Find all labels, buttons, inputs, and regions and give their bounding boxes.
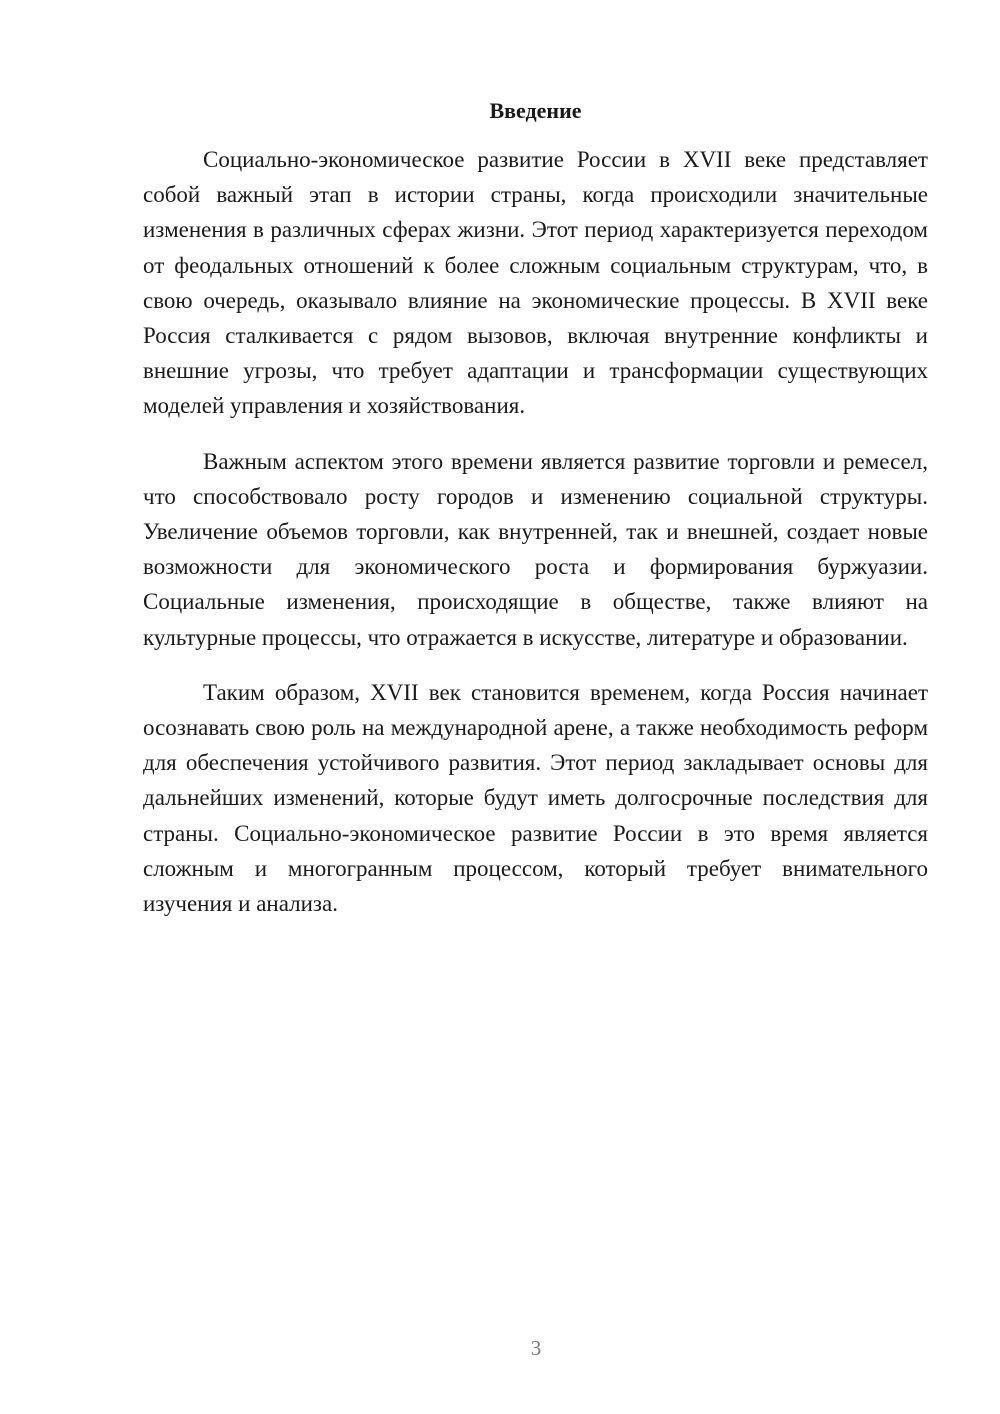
page-title: Введение bbox=[489, 98, 582, 123]
paragraph-2: Важным аспектом этого времени является развитие торговли и ремесел, что способствовало росту городов и изменению социальной структуры. Увеличение объемов торговли, как внутренней, так и внешней, создает новые возможности для экономического роста и формирования буржуазии. Социальные изменения, происходящие в обществе, также влияют на культурные процессы, что отражается в искусстве, литературе и образовании. bbox=[143, 448, 928, 650]
page-number: 3 bbox=[530, 1336, 542, 1360]
paragraph-1: Социально-экономическое развитие России в XVII веке представляет собой важный этап в истории страны, когда происходили значительные изменения в различных сферах жизни. Этот период характеризуется переходом от феодальных отношений к более сложным социальным структурам, что, в свою очередь, оказывало влияние на экономические процессы. В XVII веке Россия сталкивается с рядом вызовов, включая внутренние конфликты и внешние угрозы, что требует адаптации и трансформации существующих моделей управления и хозяйствования. bbox=[143, 147, 928, 419]
paragraph-3: Таким образом, XVII век становится временем, когда Россия начинает осознавать свою роль на международной арене, а также необходимость реформ для обеспечения устойчивого развития. Этот период закладывает основы для дальнейших изменений, которые будут иметь долгосрочные последствия для страны. Социально-экономическое развитие России в это время является сложным и многогранным процессом, который требует внимательного изучения и анализа. bbox=[143, 679, 928, 917]
page-content bbox=[143, 92, 928, 921]
